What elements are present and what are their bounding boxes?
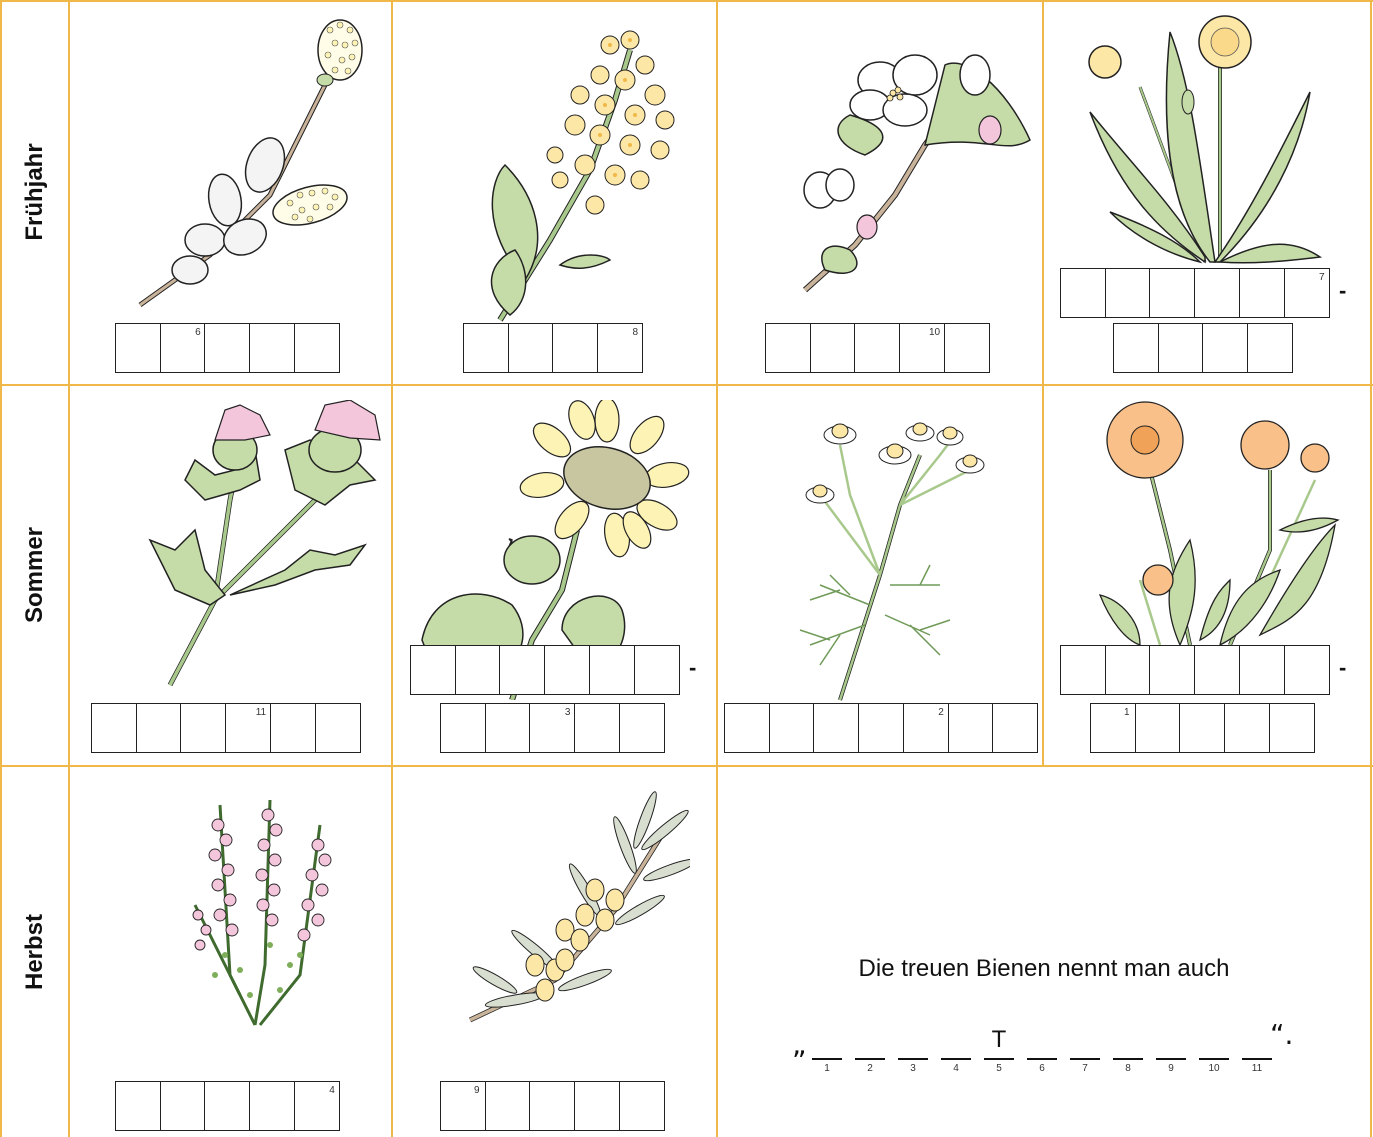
letter-box[interactable] [1158, 323, 1204, 373]
slot-line [812, 1058, 842, 1060]
answer-boxes-heather[interactable] [115, 1081, 340, 1131]
letter-box[interactable] [769, 703, 815, 753]
letter-box[interactable] [619, 703, 665, 753]
letter-number: 2 [938, 707, 944, 718]
letter-box[interactable] [574, 1081, 620, 1131]
letter-box[interactable] [136, 703, 182, 753]
letter-number: 4 [329, 1085, 335, 1096]
answer-slot[interactable] [1070, 1022, 1100, 1072]
slot-index: 6 [1039, 1063, 1045, 1074]
letter-box-numbered[interactable] [903, 703, 949, 753]
letter-box[interactable] [1105, 645, 1151, 695]
chamomile-illustration [790, 415, 1005, 705]
letter-box[interactable] [455, 645, 501, 695]
answer-slot[interactable] [812, 1022, 842, 1072]
hyphen-sunflower: - [689, 655, 697, 680]
letter-box[interactable] [944, 323, 990, 373]
hyphen-dandelion: - [1339, 278, 1347, 303]
letter-box[interactable] [91, 703, 137, 753]
answer-slot[interactable] [1113, 1022, 1143, 1072]
letter-number: 1 [1124, 707, 1130, 718]
letter-number: 3 [564, 707, 571, 718]
slot-line [1070, 1058, 1100, 1060]
letter-number: 9 [474, 1085, 480, 1096]
slot-index: 2 [867, 1063, 873, 1074]
slot-index: 5 [996, 1063, 1002, 1074]
letter-box-numbered[interactable] [225, 703, 271, 753]
answer-boxes-rapeseed[interactable] [463, 323, 643, 373]
season-label-spring: Frühjahr [20, 143, 48, 241]
letter-box[interactable] [634, 645, 680, 695]
letter-box[interactable] [1194, 268, 1240, 318]
letter-box-numbered[interactable] [529, 703, 575, 753]
slot-index: 1 [824, 1063, 830, 1074]
answer-slot[interactable] [1156, 1022, 1186, 1072]
answer-slot[interactable] [1199, 1022, 1229, 1072]
letter-box[interactable] [1269, 703, 1315, 753]
answer-boxes-thistle[interactable] [91, 703, 361, 753]
sea-buckthorn-illustration [465, 790, 690, 1030]
marigold-illustration [1080, 400, 1340, 650]
answer-boxes-sea-buckthorn[interactable] [440, 1081, 665, 1131]
letter-box[interactable] [619, 1081, 665, 1131]
letter-box[interactable] [1135, 703, 1181, 753]
letter-box[interactable] [1239, 268, 1285, 318]
letter-box[interactable] [115, 323, 161, 373]
letter-box[interactable] [765, 323, 811, 373]
letter-box[interactable] [529, 1081, 575, 1131]
grid-line-h0 [0, 0, 1373, 2]
answer-boxes-marigold-line1[interactable] [1060, 645, 1330, 695]
letter-box[interactable] [485, 703, 531, 753]
grid-line-v2 [391, 0, 393, 1137]
letter-number: 10 [928, 327, 941, 338]
apple-blossom-illustration [795, 45, 1040, 300]
letter-number: 7 [1318, 272, 1325, 283]
letter-box[interactable] [1149, 645, 1195, 695]
letter-box[interactable] [858, 703, 904, 753]
letter-box[interactable] [813, 703, 859, 753]
letter-box-numbered[interactable] [160, 323, 206, 373]
letter-box[interactable] [463, 323, 509, 373]
slot-line [941, 1058, 971, 1060]
slot-line [1199, 1058, 1229, 1060]
slot-line [1113, 1058, 1143, 1060]
letter-box[interactable] [589, 645, 635, 695]
slot-index: 4 [953, 1063, 959, 1074]
letter-box[interactable] [249, 1081, 295, 1131]
answer-boxes-sunflower-line1[interactable] [410, 645, 680, 695]
letter-box-numbered[interactable] [1284, 268, 1330, 318]
letter-box[interactable] [160, 1081, 206, 1131]
letter-box[interactable] [574, 703, 620, 753]
letter-box[interactable] [1060, 268, 1106, 318]
answer-boxes-dandelion-line1[interactable] [1060, 268, 1330, 318]
letter-box[interactable] [1224, 703, 1270, 753]
letter-box[interactable] [485, 1081, 531, 1131]
letter-box[interactable] [294, 323, 340, 373]
slot-index: 10 [1208, 1063, 1220, 1074]
slot-letter: T [991, 1026, 1007, 1053]
letter-box[interactable] [1060, 645, 1106, 695]
slot-line [984, 1058, 1014, 1060]
letter-box[interactable] [992, 703, 1038, 753]
close-quote: “. [1270, 1018, 1294, 1051]
slot-line [1242, 1058, 1272, 1060]
letter-box[interactable] [948, 703, 994, 753]
rapeseed-illustration [480, 20, 700, 325]
answer-slot[interactable] [1242, 1022, 1272, 1072]
letter-box[interactable] [1179, 703, 1225, 753]
letter-box[interactable] [1247, 323, 1293, 373]
letter-box[interactable] [854, 323, 900, 373]
letter-box[interactable] [1239, 645, 1285, 695]
dandelion-illustration [1080, 12, 1325, 270]
letter-number: 11 [255, 707, 267, 718]
letter-number: 6 [195, 327, 201, 338]
letter-box[interactable] [204, 1081, 250, 1131]
letter-box-numbered[interactable] [294, 1081, 340, 1131]
grid-line-v4 [1042, 0, 1044, 766]
letter-box[interactable] [115, 1081, 161, 1131]
letter-box[interactable] [315, 703, 361, 753]
answer-boxes-apple[interactable] [765, 323, 990, 373]
slot-index: 11 [1251, 1063, 1263, 1074]
answer-slot[interactable] [855, 1022, 885, 1072]
letter-box[interactable] [1113, 323, 1159, 373]
season-label-summer: Sommer [20, 526, 48, 624]
letter-box-numbered[interactable] [1090, 703, 1136, 753]
willow-catkin-illustration [130, 15, 370, 315]
letter-box[interactable] [204, 323, 250, 373]
answer-slot[interactable] [1027, 1022, 1057, 1072]
thistle-illustration [135, 400, 385, 690]
letter-box[interactable] [180, 703, 226, 753]
letter-box[interactable] [552, 323, 598, 373]
letter-box-numbered[interactable] [440, 1081, 486, 1131]
answer-boxes-sunflower-line2[interactable] [440, 703, 665, 753]
slot-index: 9 [1168, 1063, 1174, 1074]
letter-box[interactable] [440, 703, 486, 753]
letter-box[interactable] [1284, 645, 1330, 695]
letter-box[interactable] [249, 323, 295, 373]
answer-slot[interactable] [984, 1022, 1014, 1072]
letter-box[interactable] [724, 703, 770, 753]
grid-line-h1 [0, 384, 1373, 386]
grid-line-h2 [0, 765, 1373, 767]
answer-slot[interactable] [898, 1022, 928, 1072]
letter-box[interactable] [810, 323, 856, 373]
letter-box-numbered[interactable] [597, 323, 643, 373]
letter-box[interactable] [1194, 645, 1240, 695]
open-quote: „ [792, 1028, 807, 1061]
letter-box[interactable] [410, 645, 456, 695]
slot-line [1027, 1058, 1057, 1060]
slot-index: 8 [1125, 1063, 1131, 1074]
answer-boxes-chamomile[interactable] [724, 703, 1038, 753]
letter-box[interactable] [508, 323, 554, 373]
letter-box[interactable] [1202, 323, 1248, 373]
grid-line-v5 [1370, 0, 1372, 1137]
letter-number: 8 [632, 327, 639, 338]
riddle-question: Die treuen Bienen nennt man auch [858, 955, 1230, 982]
letter-box[interactable] [544, 645, 590, 695]
slot-index: 7 [1082, 1063, 1088, 1074]
hyphen-marigold: - [1339, 655, 1347, 680]
letter-box[interactable] [270, 703, 316, 753]
answer-boxes-willow[interactable] [115, 323, 340, 373]
slot-line [1156, 1058, 1186, 1060]
slot-line [855, 1058, 885, 1060]
slot-index: 3 [910, 1063, 916, 1074]
season-label-autumn: Herbst [20, 913, 48, 990]
heather-illustration [180, 795, 360, 1030]
riddle-answer[interactable] [792, 1018, 1294, 1082]
letter-box[interactable] [499, 645, 545, 695]
answer-boxes-dandelion-line2[interactable] [1113, 323, 1293, 373]
letter-box[interactable] [1105, 268, 1151, 318]
answer-boxes-marigold-line2[interactable] [1090, 703, 1315, 753]
answer-slot[interactable] [941, 1022, 971, 1072]
letter-box[interactable] [1149, 268, 1195, 318]
letter-box-numbered[interactable] [899, 323, 945, 373]
slot-line [898, 1058, 928, 1060]
